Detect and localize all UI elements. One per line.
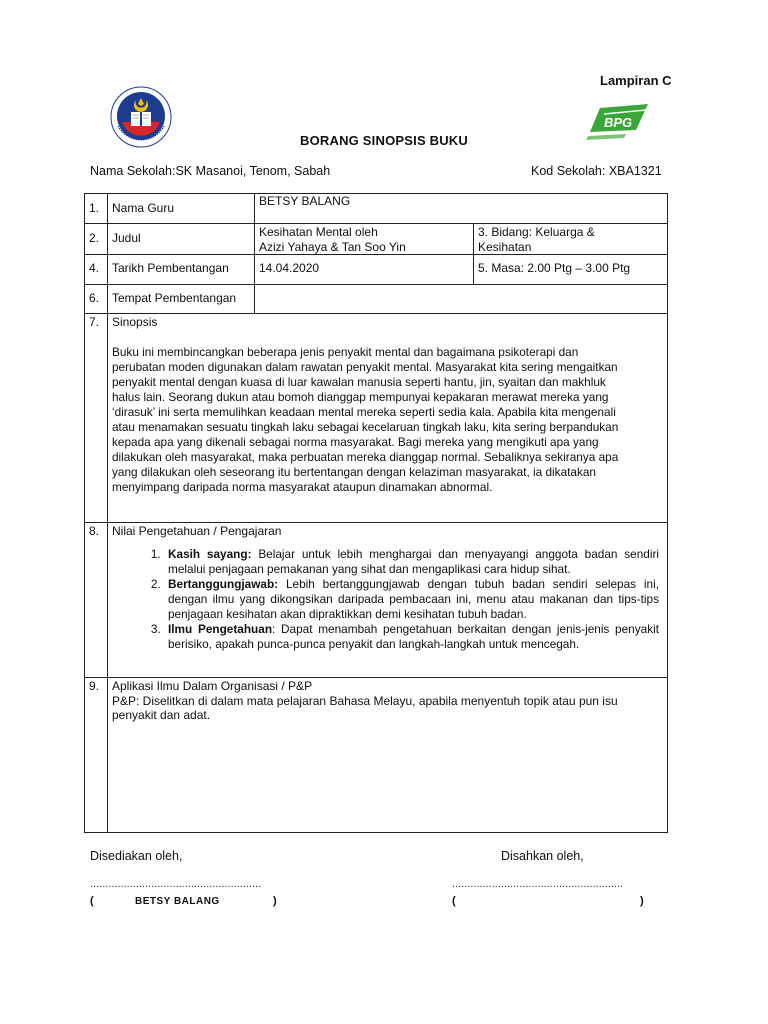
nilai-cell	[108, 523, 668, 678]
bidang-line-1: 3. Bidang: Keluarga &	[478, 225, 595, 239]
value-tarikh: 14.04.2020	[255, 255, 474, 285]
sinopsis-line: perubatan moden digunakan dalam rawatan penyakit mental. Masyarakat kita sering mengaitkan	[112, 359, 618, 374]
list-item	[164, 622, 659, 652]
row-number: 6.	[85, 285, 108, 314]
row-number: 8.	[85, 523, 108, 678]
form-title: BORANG SINOPSIS BUKU	[300, 133, 468, 148]
prepared-signature-line: ........................................................	[90, 878, 262, 890]
label-judul: Judul	[108, 224, 255, 255]
sinopsis-line: atau menamakan sesuatu tingkah laku sebagai kecelaruan tingkah laku, kita sering berpandukan	[112, 419, 619, 434]
aplikasi-line-1: P&P: Diselitkan di dalam mata pelajaran Bahasa Melayu, apabila menyentuh topik atau pun isu	[112, 693, 618, 708]
prepared-by-label: Disediakan oleh,	[90, 849, 183, 863]
sinopsis-line: dilakukan oleh masyarakat, maka perbuatan mereka dianggap normal. Sebaliknya sekiranya apa	[112, 449, 619, 464]
sinopsis-line: yang dilakukan oleh seseorang itu bertentangan dengan kelaziman masyarakat, ia dikatakan	[112, 464, 596, 479]
sinopsis-cell	[108, 314, 668, 523]
school-name: Nama Sekolah:SK Masanoi, Tenom, Sabah	[90, 164, 331, 178]
list-item	[164, 577, 659, 622]
row-tarikh	[85, 255, 668, 285]
school-code: Kod Sekolah: XBA1321	[531, 164, 662, 178]
prepared-open-paren: (	[90, 895, 94, 907]
aplikasi-cell	[108, 678, 668, 833]
label-nilai: Nilai Pengetahuan / Pengajaran	[112, 524, 282, 538]
bidang-line-2: Kesihatan	[478, 239, 532, 254]
label-tempat: Tempat Pembentangan	[108, 285, 255, 314]
sinopsis-line: menyimpang daripada norma masyarakat ataupun dinamakan abnormal.	[112, 479, 493, 494]
nilai-list	[112, 547, 659, 652]
judul-line-2: Azizi Yahaya & Tan Soo Yin	[259, 239, 406, 254]
synopsis-form-table	[84, 193, 668, 833]
label-sinopsis: Sinopsis	[112, 315, 158, 329]
value-bidang	[474, 224, 668, 255]
row-number: 1.	[85, 194, 108, 224]
value-judul	[255, 224, 474, 255]
row-sinopsis	[85, 314, 668, 523]
sinopsis-paragraph	[112, 345, 663, 495]
list-item	[164, 547, 659, 577]
nilai-text: Belajar untuk lebih menghargai dan menyayangi anggota badan sendiri melalui penjagaan pemakanan yang sihat dan mengaplikasi cara hidup sihat.	[168, 546, 659, 576]
judul-line-1: Kesihatan Mental oleh	[259, 225, 378, 239]
aplikasi-line-2: penyakit dan adat.	[112, 708, 211, 722]
nilai-term: Kasih sayang:	[168, 546, 252, 561]
nilai-text: : Dapat menambah pengetahuan berkaitan dengan jenis-jenis penyakit berisiko, apakah punca-punca penyakit dan langkah-langkah untuk mencegah.	[168, 621, 659, 651]
nilai-text: Lebih bertanggungjawab dengan tubuh badan sendiri selepas ini, dengan ilmu yang dikongsikan daripada pembacaan ini, menu atau makanan dan tips-tips penjagaan kesihatan akan dipraktikkan demi kesihatan tubuh badan.	[168, 576, 659, 621]
approved-close-paren: )	[640, 895, 644, 907]
sinopsis-line: halus lain. Seorang dukun atau bomoh dianggap mempunyai kepakaran merawat mereka yang	[112, 389, 609, 404]
row-number: 2.	[85, 224, 108, 255]
value-masa: 5. Masa: 2.00 Ptg – 3.00 Ptg	[474, 255, 668, 285]
approved-open-paren: (	[452, 895, 456, 907]
svg-text:BPG: BPG	[604, 115, 633, 130]
lampiran-label: Lampiran C	[600, 73, 672, 88]
sinopsis-line: kepada apa yang dikenali sebagai norma masyarakat. Bagi mereka yang mengikuti apa yang	[112, 434, 599, 449]
prepared-close-paren: )	[273, 895, 277, 907]
approved-by-label: Disahkan oleh,	[501, 849, 584, 863]
value-nama-guru: BETSY BALANG	[255, 194, 668, 224]
value-tempat	[255, 285, 668, 314]
label-nama-guru: Nama Guru	[108, 194, 255, 224]
label-aplikasi: Aplikasi Ilmu Dalam Organisasi / P&P	[112, 679, 313, 693]
label-tarikh: Tarikh Pembentangan	[108, 255, 255, 285]
row-number: 4.	[85, 255, 108, 285]
row-teacher-name	[85, 194, 668, 224]
approved-signature-line: ........................................................	[452, 878, 624, 890]
row-judul	[85, 224, 668, 255]
row-nilai	[85, 523, 668, 678]
row-tempat	[85, 285, 668, 314]
prepared-name: BETSY BALANG	[135, 896, 220, 907]
sinopsis-line: Buku ini membincangkan beberapa jenis penyakit mental dan bagaimana psikoterapi dan	[112, 344, 579, 359]
sinopsis-line: penyakit mental dengan kuasa di luar kawalan manusia seperti hantu, jin, syaitan dan makhluk	[112, 374, 606, 389]
row-aplikasi	[85, 678, 668, 833]
row-number: 7.	[85, 314, 108, 523]
nilai-term: Ilmu Pengetahuan	[168, 621, 273, 636]
sinopsis-line: ‘dirasuk’ ini serta memulihkan keadaan mental mereka seperti sedia kala. Apabila kita mengenali	[112, 404, 616, 419]
nilai-term: Bertanggungjawab:	[168, 576, 279, 591]
row-number: 9.	[85, 678, 108, 833]
